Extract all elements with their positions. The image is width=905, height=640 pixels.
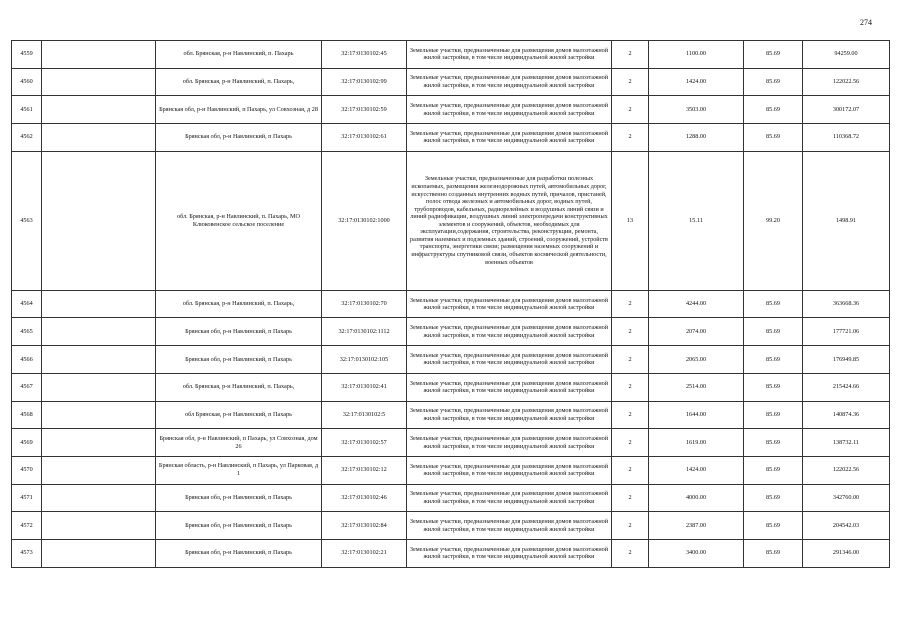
- empty-cell: [42, 346, 156, 374]
- empty-cell: [42, 539, 156, 567]
- cadastral-value-cell: 363668.36: [803, 290, 890, 318]
- empty-cell: [42, 124, 156, 152]
- area-cell: 2065.00: [649, 346, 744, 374]
- specific-value-cell: 85.69: [744, 456, 803, 484]
- group-number-cell: 2: [612, 429, 649, 457]
- table-row: [12, 318, 890, 346]
- specific-value-cell: 85.69: [744, 484, 803, 512]
- area-cell: 15.11: [649, 151, 744, 290]
- specific-value-cell: 85.69: [744, 401, 803, 429]
- cadastral-number-cell: 32:17:0130102:45: [322, 41, 407, 69]
- empty-cell: [42, 68, 156, 96]
- group-number-cell: 2: [612, 456, 649, 484]
- table-row: [12, 41, 890, 69]
- row-number-cell: 4564: [12, 290, 42, 318]
- table-row: [12, 484, 890, 512]
- table-row: [12, 373, 890, 401]
- empty-cell: [42, 151, 156, 290]
- land-use-purpose-cell: Земельные участки, предназначенные для размещения домов малоэтажной жилой застройки, в том числе индивидуальной жилой застройки: [407, 429, 612, 457]
- land-use-purpose-cell: Земельные участки, предназначенные для размещения домов малоэтажной жилой застройки, в том числе индивидуальной жилой застройки: [407, 373, 612, 401]
- table-row: [12, 68, 890, 96]
- address-cell: Брянская обл, р-н Навлинский, п Пахарь: [156, 318, 322, 346]
- table-row: [12, 290, 890, 318]
- land-use-purpose-cell: Земельные участки, предназначенные для размещения домов малоэтажной жилой застройки, в том числе индивидуальной жилой застройки: [407, 68, 612, 96]
- group-number-cell: 2: [612, 290, 649, 318]
- specific-value-cell: 85.69: [744, 41, 803, 69]
- cadastral-number-cell: 32:17:0130102:61: [322, 124, 407, 152]
- cadastral-number-cell: 32:17:0130102:105: [322, 346, 407, 374]
- empty-cell: [42, 41, 156, 69]
- group-number-cell: 2: [612, 401, 649, 429]
- land-use-purpose-cell: Земельные участки, предназначенные для размещения домов малоэтажной жилой застройки, в том числе индивидуальной жилой застройки: [407, 41, 612, 69]
- cadastral-number-cell: 32:17:0130102:84: [322, 512, 407, 540]
- cadastral-number-cell: 32:17:0130102:41: [322, 373, 407, 401]
- specific-value-cell: 85.69: [744, 318, 803, 346]
- area-cell: 4244.00: [649, 290, 744, 318]
- land-use-purpose-cell: Земельные участки, предназначенные для размещения домов малоэтажной жилой застройки, в том числе индивидуальной жилой застройки: [407, 124, 612, 152]
- land-use-purpose-cell: Земельные участки, предназначенные для размещения домов малоэтажной жилой застройки, в том числе индивидуальной жилой застройки: [407, 539, 612, 567]
- land-use-purpose-cell: Земельные участки, предназначенные для размещения домов малоэтажной жилой застройки, в том числе индивидуальной жилой застройки: [407, 456, 612, 484]
- address-cell: Брянская обл, р-н Навлинский, п Пахарь: [156, 512, 322, 540]
- area-cell: 3400.00: [649, 539, 744, 567]
- row-number-cell: 4572: [12, 512, 42, 540]
- specific-value-cell: 85.69: [744, 124, 803, 152]
- address-cell: Брянская обл, р-н Навлинский, п Пахарь: [156, 346, 322, 374]
- table-row: [12, 456, 890, 484]
- table-row: [12, 539, 890, 567]
- cadastral-number-cell: 32:17:0130102:57: [322, 429, 407, 457]
- row-number-cell: 4560: [12, 68, 42, 96]
- table-row: [12, 151, 890, 290]
- cadastral-value-cell: 138732.11: [803, 429, 890, 457]
- cadastral-number-cell: 32:17:0130102:1112: [322, 318, 407, 346]
- cadastral-value-cell: 1498.91: [803, 151, 890, 290]
- land-use-purpose-cell: Земельные участки, предназначенные для размещения домов малоэтажной жилой застройки, в том числе индивидуальной жилой застройки: [407, 401, 612, 429]
- specific-value-cell: 85.69: [744, 96, 803, 124]
- area-cell: 1288.00: [649, 124, 744, 152]
- group-number-cell: 2: [612, 346, 649, 374]
- cadastral-value-cell: 300172.07: [803, 96, 890, 124]
- cadastral-value-cell: 122022.56: [803, 68, 890, 96]
- address-cell: Брянская обл, р-н Навлинский, п Пахарь, ул Совхозная, дом 26: [156, 429, 322, 457]
- group-number-cell: 2: [612, 539, 649, 567]
- group-number-cell: 2: [612, 124, 649, 152]
- cadastral-value-cell: 342760.00: [803, 484, 890, 512]
- land-register-table: [11, 40, 890, 568]
- row-number-cell: 4563: [12, 151, 42, 290]
- cadastral-number-cell: 32:17:0130102:46: [322, 484, 407, 512]
- specific-value-cell: 85.69: [744, 346, 803, 374]
- address-cell: обл Брянская, р-н Навлинский, п Пахарь: [156, 401, 322, 429]
- land-use-purpose-cell: Земельные участки, предназначенные для размещения домов малоэтажной жилой застройки, в том числе индивидуальной жилой застройки: [407, 96, 612, 124]
- cadastral-number-cell: 32:17:0130102:12: [322, 456, 407, 484]
- address-cell: Брянская обл, р-н Навлинский, п Пахарь: [156, 484, 322, 512]
- address-cell: Брянская обл, р-н Навлинский, п Пахарь: [156, 539, 322, 567]
- group-number-cell: 2: [612, 318, 649, 346]
- row-number-cell: 4573: [12, 539, 42, 567]
- specific-value-cell: 85.69: [744, 512, 803, 540]
- group-number-cell: 2: [612, 96, 649, 124]
- address-cell: обл. Брянская, р-н Навлинский, п. Пахарь: [156, 41, 322, 69]
- cadastral-value-cell: 177721.06: [803, 318, 890, 346]
- cadastral-number-cell: 32:17:0130102:21: [322, 539, 407, 567]
- area-cell: 1424.00: [649, 456, 744, 484]
- cadastral-value-cell: 176949.85: [803, 346, 890, 374]
- row-number-cell: 4565: [12, 318, 42, 346]
- cadastral-value-cell: 94259.00: [803, 41, 890, 69]
- row-number-cell: 4562: [12, 124, 42, 152]
- table-row: [12, 512, 890, 540]
- address-cell: Брянская обл, р-н Навлинский, п Пахарь: [156, 124, 322, 152]
- group-number-cell: 2: [612, 68, 649, 96]
- empty-cell: [42, 290, 156, 318]
- land-use-purpose-cell: Земельные участки, предназначенные для размещения домов малоэтажной жилой застройки, в том числе индивидуальной жилой застройки: [407, 290, 612, 318]
- cadastral-value-cell: 291346.00: [803, 539, 890, 567]
- address-cell: обл. Брянская, р-н Навлинский, п. Пахарь,: [156, 290, 322, 318]
- land-use-purpose-cell: Земельные участки, предназначенные для размещения домов малоэтажной жилой застройки, в том числе индивидуальной жилой застройки: [407, 318, 612, 346]
- specific-value-cell: 85.69: [744, 68, 803, 96]
- area-cell: 1424.00: [649, 68, 744, 96]
- row-number-cell: 4571: [12, 484, 42, 512]
- group-number-cell: 13: [612, 151, 649, 290]
- specific-value-cell: 85.69: [744, 429, 803, 457]
- empty-cell: [42, 512, 156, 540]
- land-use-purpose-cell: Земельные участки, предназначенные для размещения домов малоэтажной жилой застройки, в том числе индивидуальной жилой застройки: [407, 512, 612, 540]
- cadastral-value-cell: 204542.03: [803, 512, 890, 540]
- table-row: [12, 124, 890, 152]
- cadastral-number-cell: 32:17:0130102:99: [322, 68, 407, 96]
- cadastral-value-cell: 140874.36: [803, 401, 890, 429]
- table-row: [12, 429, 890, 457]
- group-number-cell: 2: [612, 41, 649, 69]
- specific-value-cell: 85.69: [744, 290, 803, 318]
- specific-value-cell: 85.69: [744, 539, 803, 567]
- table-row: [12, 401, 890, 429]
- table-row: [12, 346, 890, 374]
- address-cell: обл. Брянская, р-н Навлинский, п. Пахарь,: [156, 373, 322, 401]
- empty-cell: [42, 456, 156, 484]
- land-use-purpose-cell: Земельные участки, предназначенные для размещения домов малоэтажной жилой застройки, в том числе индивидуальной жилой застройки: [407, 484, 612, 512]
- empty-cell: [42, 318, 156, 346]
- address-cell: обл. Брянская, р-н Навлинский, п. Пахарь, МО Клюковенское сельское поселение: [156, 151, 322, 290]
- land-use-purpose-cell: Земельные участки, предназначенные для размещения домов малоэтажной жилой застройки, в том числе индивидуальной жилой застройки: [407, 346, 612, 374]
- cadastral-number-cell: 32:17:0130102:1000: [322, 151, 407, 290]
- area-cell: 2387.00: [649, 512, 744, 540]
- cadastral-number-cell: 32:17:0130102:5: [322, 401, 407, 429]
- cadastral-value-cell: 110368.72: [803, 124, 890, 152]
- area-cell: 2074.00: [649, 318, 744, 346]
- empty-cell: [42, 484, 156, 512]
- cadastral-value-cell: 215424.66: [803, 373, 890, 401]
- row-number-cell: 4568: [12, 401, 42, 429]
- area-cell: 2514.00: [649, 373, 744, 401]
- address-cell: Брянская обл, р-н Навлинский, п Пахарь, ул Совхозная, д 28: [156, 96, 322, 124]
- empty-cell: [42, 401, 156, 429]
- table-row: [12, 96, 890, 124]
- empty-cell: [42, 373, 156, 401]
- group-number-cell: 2: [612, 512, 649, 540]
- area-cell: 1644.00: [649, 401, 744, 429]
- area-cell: 4000.00: [649, 484, 744, 512]
- cadastral-number-cell: 32:17:0130102:70: [322, 290, 407, 318]
- land-use-purpose-cell: Земельные участки, предназначенные для разработки полезных ископаемых, размещения железнодорожных путей, автомобильных дорог, искусственно созданных внутренних водных путей, причалов, пристаней, полос отвода железных и автомобильных дорог, водных путей, трубопроводов, кабельных, радиорелейных и воздушных линий связи и линий радиофикации, воздушных линий электропередачи конструктивных элементов и сооружений, объектов, необходимых для эксплуатации,содержания, строительства, реконструкции, ремонта, развития наземных и подземных зданий, строений, сооружений, устройств транспорта, энергетики связи; размещения наземных сооружений и инфраструктуры спутниковой связи, объектов космической деятельности, военных объектов: [407, 151, 612, 290]
- group-number-cell: 2: [612, 373, 649, 401]
- table-body: [12, 41, 890, 568]
- cadastral-value-cell: 122022.56: [803, 456, 890, 484]
- page-number: 274: [860, 18, 872, 27]
- row-number-cell: 4559: [12, 41, 42, 69]
- empty-cell: [42, 429, 156, 457]
- group-number-cell: 2: [612, 484, 649, 512]
- area-cell: 1100.00: [649, 41, 744, 69]
- row-number-cell: 4569: [12, 429, 42, 457]
- specific-value-cell: 99.20: [744, 151, 803, 290]
- area-cell: 1619.00: [649, 429, 744, 457]
- specific-value-cell: 85.69: [744, 373, 803, 401]
- cadastral-number-cell: 32:17:0130102:59: [322, 96, 407, 124]
- address-cell: обл. Брянская, р-н Навлинский, п. Пахарь,: [156, 68, 322, 96]
- area-cell: 3503.00: [649, 96, 744, 124]
- row-number-cell: 4570: [12, 456, 42, 484]
- row-number-cell: 4567: [12, 373, 42, 401]
- row-number-cell: 4566: [12, 346, 42, 374]
- empty-cell: [42, 96, 156, 124]
- row-number-cell: 4561: [12, 96, 42, 124]
- address-cell: Брянская область, р-н Навлинский, п Пахарь, ул Парковая, д 1: [156, 456, 322, 484]
